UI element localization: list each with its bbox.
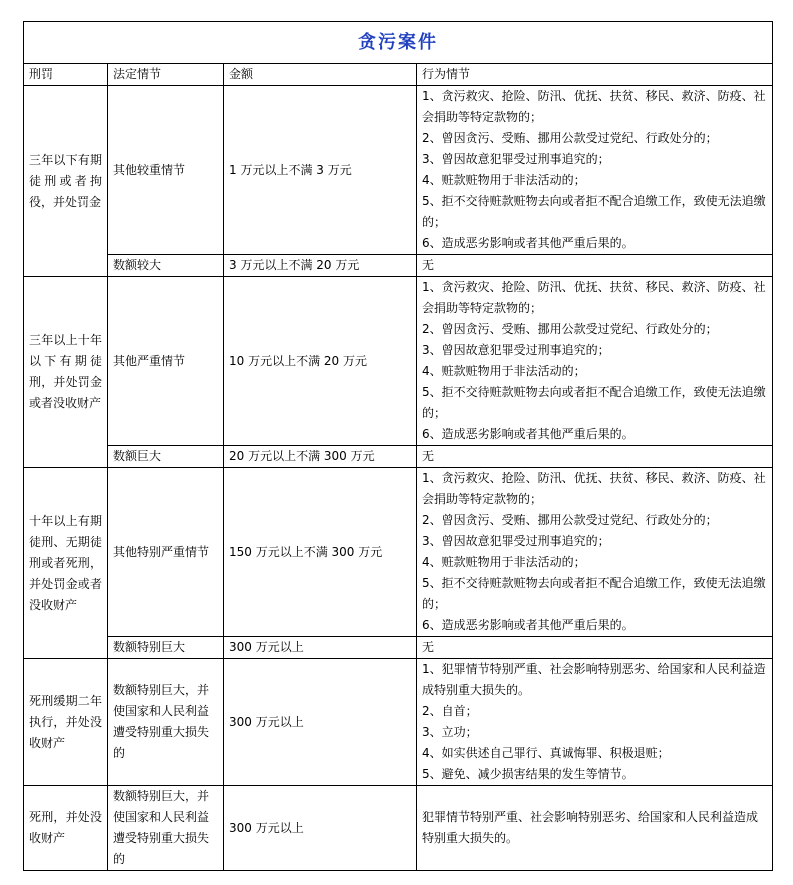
table-row — [24, 277, 773, 446]
behavior-item: 2、曾因贪污、受贿、挪用公款受过党纪、行政处分的； — [422, 322, 718, 336]
behavior-cell — [417, 637, 773, 659]
table-row — [24, 255, 773, 277]
behavior-item: 6、造成恶劣影响或者其他严重后果的。 — [422, 236, 634, 250]
behavior-item: 6、造成恶劣影响或者其他严重后果的。 — [422, 427, 634, 441]
circumstance-cell: 数额较大 — [108, 255, 224, 277]
penalty-cell: 死刑，并处没收财产 — [24, 786, 108, 871]
behavior-item: 2、曾因贪污、受贿、挪用公款受过党纪、行政处分的； — [422, 131, 718, 145]
table-row — [24, 446, 773, 468]
behavior-cell — [417, 446, 773, 468]
circumstance-cell: 数额巨大 — [108, 446, 224, 468]
behavior-cell — [417, 255, 773, 277]
circumstance-cell: 其他较重情节 — [108, 86, 224, 255]
behavior-item: 3、曾因故意犯罪受过刑事追究的； — [422, 343, 610, 357]
behavior-item: 4、如实供述自己罪行、真诚悔罪、积极退赃； — [422, 746, 670, 760]
behavior-item: 5、拒不交待赃款赃物去向或者拒不配合追缴工作，致使无法追缴的； — [422, 576, 766, 611]
behavior-item: 4、赃款赃物用于非法活动的； — [422, 173, 586, 187]
table-row — [24, 786, 773, 871]
behavior-item: 2、曾因贪污、受贿、挪用公款受过党纪、行政处分的； — [422, 513, 718, 527]
header-behavior: 行为情节 — [417, 64, 773, 86]
behavior-item: 6、造成恶劣影响或者其他严重后果的。 — [422, 618, 634, 632]
header-circumstance: 法定情节 — [108, 64, 224, 86]
behavior-item: 2、自首； — [422, 704, 478, 718]
behavior-item: 3、曾因故意犯罪受过刑事追究的； — [422, 152, 610, 166]
behavior-item: 5、拒不交待赃款赃物去向或者拒不配合追缴工作，致使无法追缴的； — [422, 194, 766, 229]
circumstance-cell: 其他特别严重情节 — [108, 468, 224, 637]
behavior-cell — [417, 277, 773, 446]
table-row — [24, 659, 773, 786]
circumstance-cell: 其他严重情节 — [108, 277, 224, 446]
behavior-item: 5、拒不交待赃款赃物去向或者拒不配合追缴工作，致使无法追缴的； — [422, 385, 766, 420]
amount-cell: 150 万元以上不满 300 万元 — [224, 468, 417, 637]
behavior-item: 3、立功； — [422, 725, 478, 739]
amount-cell: 3 万元以上不满 20 万元 — [224, 255, 417, 277]
table-title: 贪污案件 — [24, 22, 773, 64]
amount-cell: 1 万元以上不满 3 万元 — [224, 86, 417, 255]
circumstance-cell: 数额特别巨大，并使国家和人民利益遭受特别重大损失的 — [108, 786, 224, 871]
table-row — [24, 86, 773, 255]
behavior-item: 1、贪污救灾、抢险、防汛、优抚、扶贫、移民、救济、防疫、社会捐助等特定款物的； — [422, 89, 766, 124]
table-row — [24, 637, 773, 659]
table-row — [24, 468, 773, 637]
behavior-cell — [417, 786, 773, 871]
behavior-item: 1、贪污救灾、抢险、防汛、优抚、扶贫、移民、救济、防疫、社会捐助等特定款物的； — [422, 280, 766, 315]
behavior-cell — [417, 86, 773, 255]
circumstance-cell: 数额特别巨大，并使国家和人民利益遭受特别重大损失的 — [108, 659, 224, 786]
amount-cell: 20 万元以上不满 300 万元 — [224, 446, 417, 468]
penalty-cell: 十年以上有期徒刑、无期徒刑或者死刑，并处罚金或者没收财产 — [24, 468, 108, 659]
penalty-cell: 三年以下有期徒刑或者拘役，并处罚金 — [24, 86, 108, 277]
behavior-item: 4、赃款赃物用于非法活动的； — [422, 364, 586, 378]
amount-cell: 300 万元以上 — [224, 637, 417, 659]
behavior-item: 5、避免、减少损害结果的发生等情节。 — [422, 767, 634, 781]
header-amount: 金额 — [224, 64, 417, 86]
amount-cell: 300 万元以上 — [224, 786, 417, 871]
behavior-item: 犯罪情节特别严重、社会影响特别恶劣、给国家和人民利益造成特别重大损失的。 — [422, 810, 759, 845]
penalty-cell: 三年以上十年以下有期徒刑，并处罚金或者没收财产 — [24, 277, 108, 468]
embezzlement-table — [23, 21, 773, 871]
header-penalty: 刑罚 — [24, 64, 108, 86]
behavior-item: 1、犯罪情节特别严重、社会影响特别恶劣、给国家和人民利益造成特别重大损失的。 — [422, 662, 766, 697]
amount-cell: 300 万元以上 — [224, 659, 417, 786]
behavior-item: 4、赃款赃物用于非法活动的； — [422, 555, 586, 569]
behavior-item: 无 — [422, 258, 435, 272]
behavior-item: 无 — [422, 640, 435, 654]
circumstance-cell: 数额特别巨大 — [108, 637, 224, 659]
behavior-item: 无 — [422, 449, 435, 463]
behavior-item: 1、贪污救灾、抢险、防汛、优抚、扶贫、移民、救济、防疫、社会捐助等特定款物的； — [422, 471, 766, 506]
behavior-cell — [417, 659, 773, 786]
behavior-cell — [417, 468, 773, 637]
penalty-cell: 死刑缓期二年执行，并处没收财产 — [24, 659, 108, 786]
behavior-item: 3、曾因故意犯罪受过刑事追究的； — [422, 534, 610, 548]
amount-cell: 10 万元以上不满 20 万元 — [224, 277, 417, 446]
